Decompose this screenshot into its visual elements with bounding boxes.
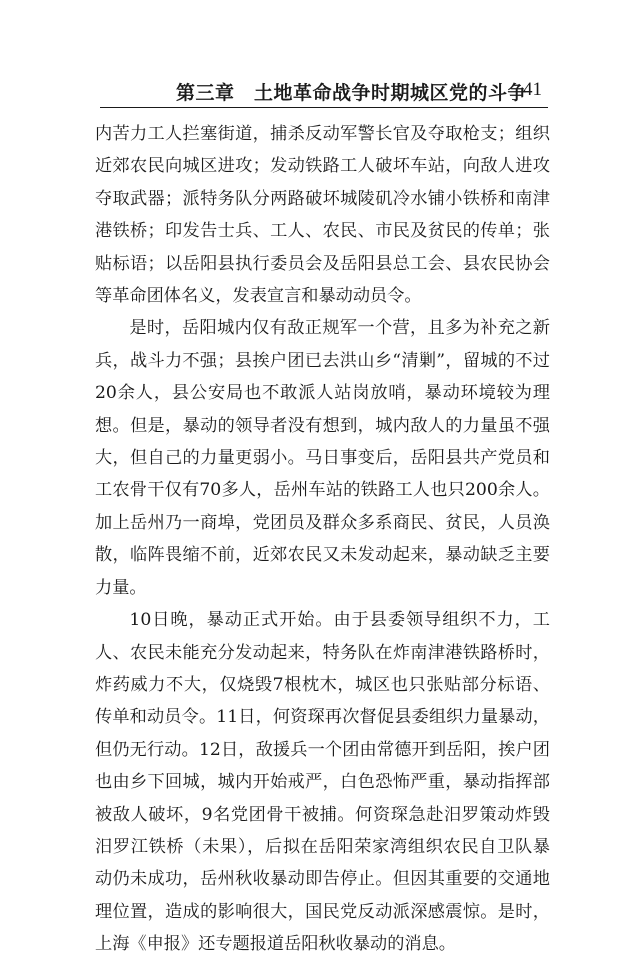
running-header [100,78,548,106]
header-rule [100,107,548,108]
page-number: 41 [523,79,542,100]
paragraph: 是时，岳阳城内仅有敌正规军一个营，且多为补充之新兵，战斗力不强；县挨户团已去洪山乡“清剿”，留城的不过20余人，县公安局也不敢派人站岗放哨，暴动环境较为理想。但是，暴动的领导者没有想到，城内敌人的力量虽不强大，但自己的力量更弱小。马日事变后，岳阳县共产党员和工农骨干仅有70多人，岳州车站的铁路工人也只200余人。加上岳州乃一商埠，党团员及群众多系商民、贫民，人员涣散，临阵畏缩不前，近郊农民又未发动起来，暴动缺乏主要力量。 [95,318,550,598]
chapter-title: 第三章 土地革命战争时期城区党的斗争 [176,82,528,104]
body-text [95,118,550,961]
paragraph: 10日晚，暴动正式开始。由于县委领导组织不力，工人、农民未能充分发动起来，特务队在炸南津港铁路桥时，炸药威力不大，仅烧毁7根枕木，城区也只张贴部分标语、传单和动员令。11日，何资琛再次督促县委组织力量暴动，但仍无行动。12日，敌援兵一个团由常德开到岳阳，挨户团也由乡下回城，城内开始戒严，白色恐怖严重，暴动指挥部被敌人破坏，9名党团骨干被捕。何资琛急赴汨罗策动炸毁汨罗江铁桥（未果），后拟在岳阳荣家湾组织农民自卫队暴动仍未成功，岳州秋收暴动即告停止。但因其重要的交通地理位置，造成的影响很大，国民党反动派深感震惊。是时，上海《申报》还专题报道岳阳秋收暴动的消息。 [95,610,550,955]
paragraph: 内苦力工人拦塞街道，捕杀反动军警长官及夺取枪支；组织近郊农民向城区进攻；发动铁路工人破坏车站，向敌人进攻夺取武器；派特务队分两路破坏城陵矶冷水铺小铁桥和南津港铁桥；印发告士兵、工人、农民、市民及贫民的传单；张贴标语；以岳阳县执行委员会及岳阳县总工会、县农民协会等革命团体名义，发表宣言和暴动动员令。 [95,124,550,307]
